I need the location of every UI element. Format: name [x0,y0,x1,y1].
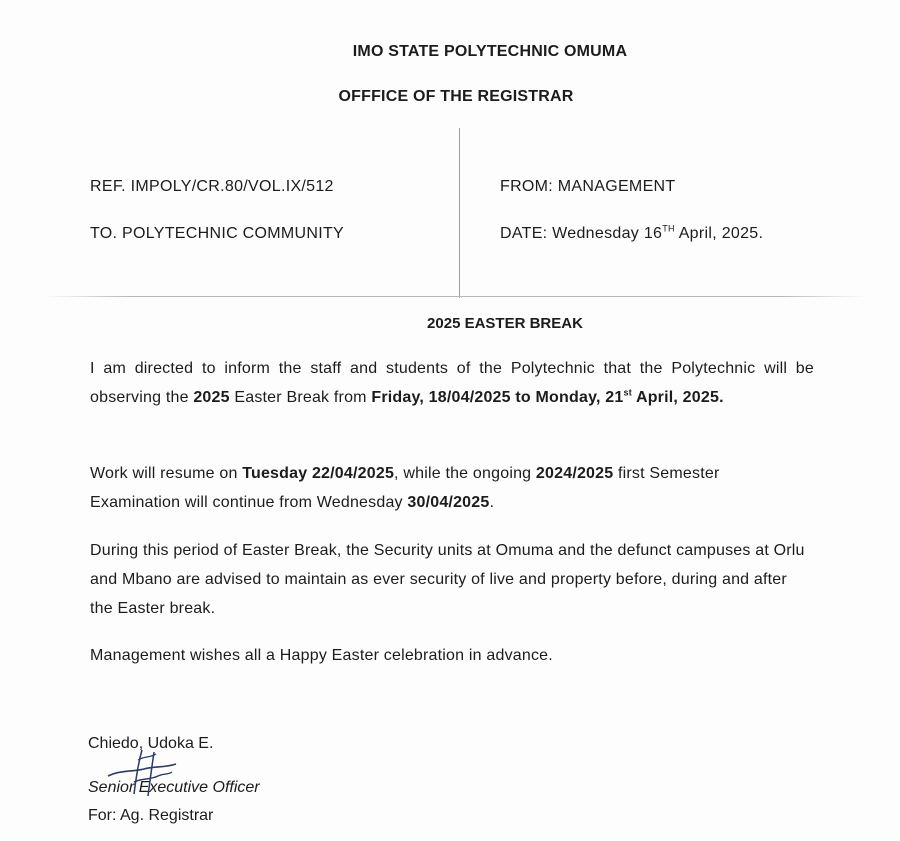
office-name: OFFFICE OF THE REGISTRAR [338,88,574,105]
reference-number: REF. IMPOLY/CR.80/VOL.IX/512 [90,178,334,195]
recipient-line: TO. POLYTECHNIC COMMUNITY [90,225,345,242]
p1-ordinal: st [623,387,632,398]
date-ordinal: TH [662,223,675,234]
p1-date-end: April, 2025. [631,389,724,406]
p1-text: I am directed to inform the staff and students of the Polytechnic that the Polytechnic will be observing the [90,360,814,406]
paragraph-resumption [90,459,814,517]
p2-exam-date: 30/04/2025 [407,494,490,511]
p2-session: 2024/2025 [535,465,614,482]
p2-resume-date: Tuesday 22/04/2025 [242,465,395,482]
date-line [500,225,763,243]
date-prefix: DATE: Wednesday 16 [500,225,663,242]
horizontal-divider [45,296,865,297]
paragraph-announcement [90,354,814,412]
paragraph-wishes: Management wishes all a Happy Easter celebration in advance. [90,647,553,664]
p1-date-range: Friday, 18/04/2025 to Monday, 21 [371,389,624,406]
p2-text-3: first Semester Examination will continue from Wednesday [90,465,720,511]
sender-line: FROM: MANAGEMENT [500,178,676,195]
p2-text-2: , while the ongoing [394,465,536,482]
vertical-divider [459,128,460,298]
signatory-title: Senior Executive Officer [88,779,260,796]
p1-dates [371,389,723,406]
p1-year: 2025 [193,389,230,406]
p2-text: Work will resume on [90,465,243,482]
signatory-for: For: Ag. Registrar [88,807,214,824]
date-suffix: April, 2025. [674,225,764,242]
p1-text-2: Easter Break from [229,389,372,406]
paragraph-security: During this period of Easter Break, the Security units at Omuma and the defunct campuses at Orlu and Mbano are advised to maintain as ever security of live and property before, during and after the Easter break. [90,542,805,617]
institution-name: IMO STATE POLYTECHNIC OMUMA [352,43,628,60]
signatory-name: Chiedo, Udoka E. [88,735,214,752]
p2-period: . [489,494,495,511]
memo-subject: 2025 EASTER BREAK [427,315,583,332]
